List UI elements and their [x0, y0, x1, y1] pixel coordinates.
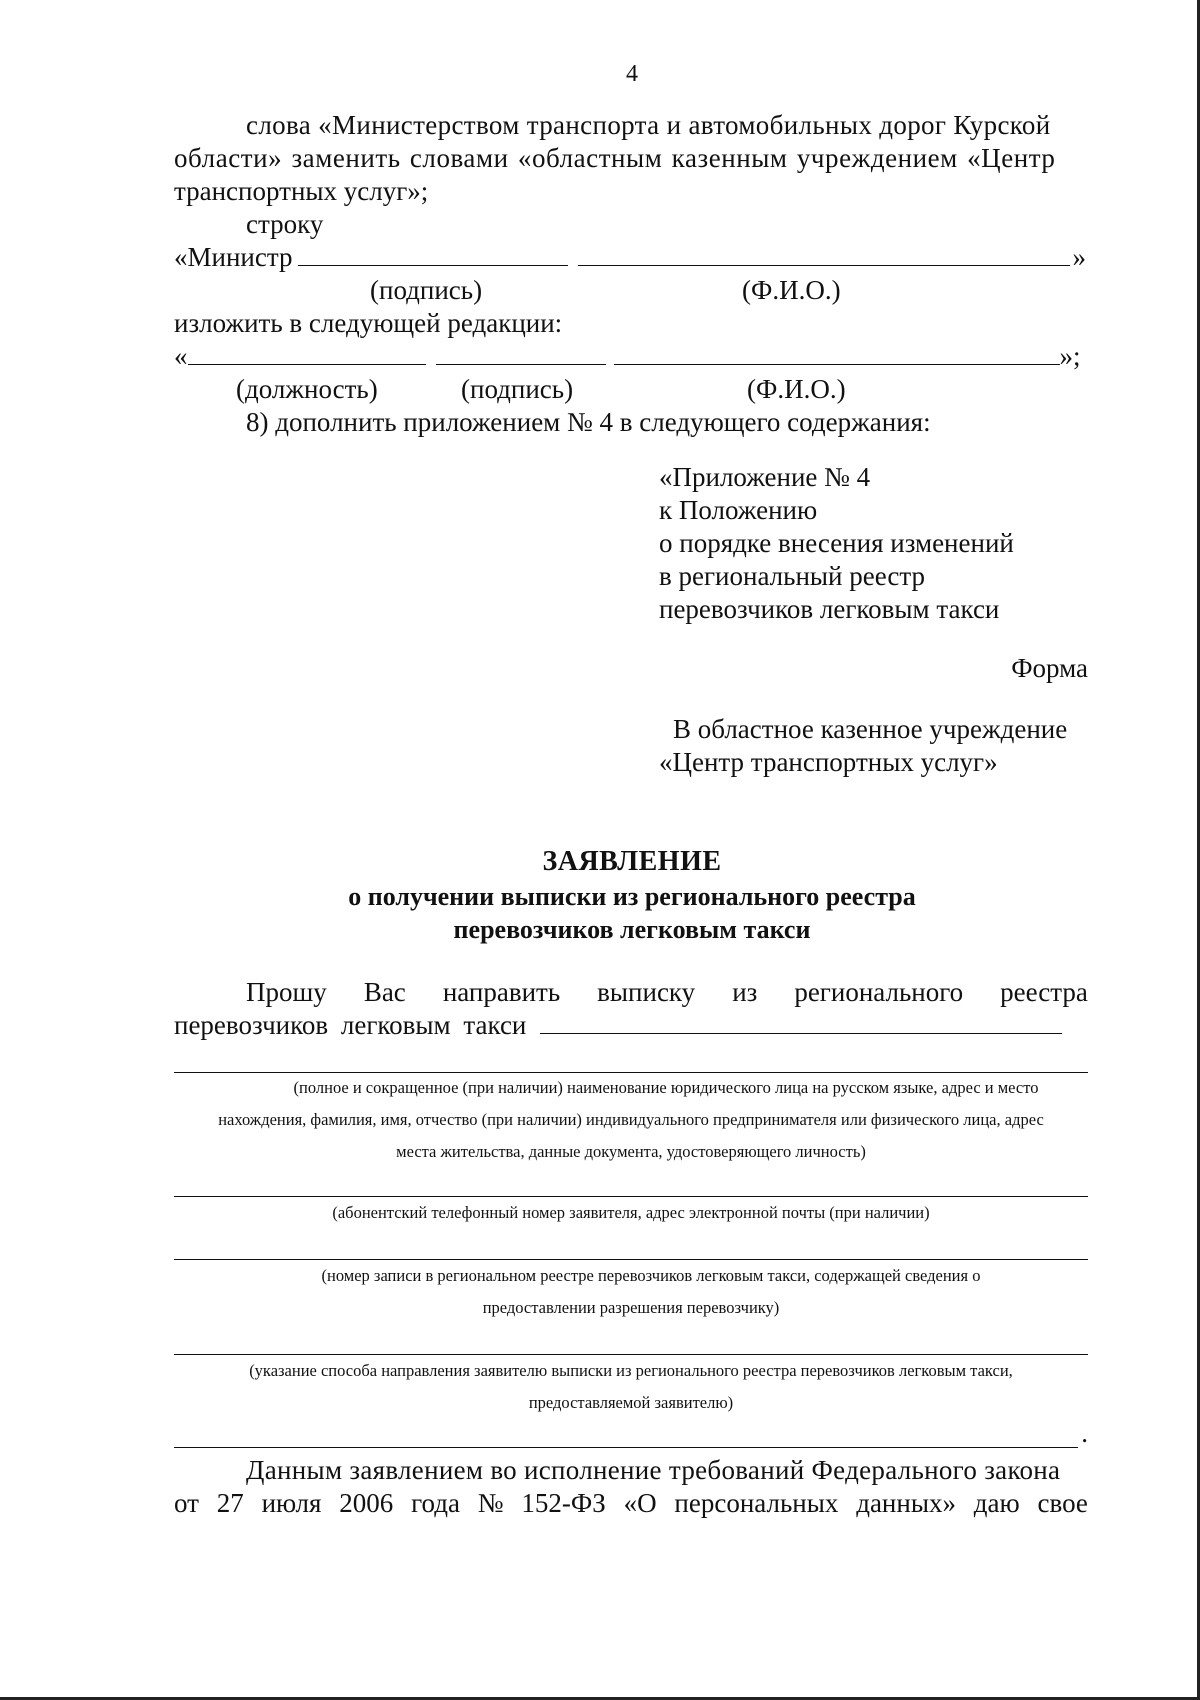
old-signature-captions	[174, 274, 1088, 307]
title-sub: о получении выписки из регионального реестра	[348, 882, 916, 911]
word: даю	[973, 1488, 1020, 1518]
word: 2006	[339, 1488, 394, 1518]
word: из	[732, 977, 758, 1007]
text-line-content: слова «Министерством транспорта и автомобильных дорог Курской	[246, 110, 1051, 140]
appendix-line: к Положению	[659, 495, 818, 525]
stroku-label: строку	[246, 209, 324, 239]
izlozhit-label: изложить в следующей редакции:	[174, 308, 563, 338]
word: направить	[442, 977, 561, 1007]
signature-blank	[298, 241, 568, 266]
application-title	[174, 844, 1088, 946]
text-line	[174, 976, 1088, 1009]
word: от	[174, 1488, 199, 1518]
text-line-content: области» заменить словами «областным казенным учреждением «Центр	[174, 143, 1056, 173]
word: свое	[1037, 1488, 1088, 1518]
position-blank	[188, 340, 426, 365]
old-signature-line	[174, 241, 1088, 274]
hint-line: (номер записи в региональном реестре перевозчиков легковым такси, содержащей сведения о	[321, 1266, 981, 1285]
appendix-line: о порядке внесения изменений	[659, 528, 1014, 558]
line-prefix: «	[174, 341, 188, 371]
caption-position: (должность)	[236, 374, 378, 404]
title-sub: перевозчиков легковым такси	[453, 915, 811, 944]
hint-line: предоставлении разрешения перевозчику)	[482, 1298, 780, 1317]
field-hint	[174, 1072, 1088, 1168]
addressee-line: В областное казенное учреждение	[673, 714, 1068, 744]
text-line	[174, 1487, 1088, 1520]
word: «О	[623, 1488, 657, 1518]
text-line	[174, 406, 1088, 439]
consent-line: Данным заявлением во исполнение требований Федерального закона	[246, 1455, 1061, 1485]
word: персональных	[674, 1488, 839, 1518]
field-hint	[174, 1355, 1088, 1419]
appendix-line: в региональный реестр	[659, 561, 926, 591]
text-line	[174, 307, 1088, 340]
word: июля	[261, 1488, 322, 1518]
request-continuation: перевозчиков легковым такси	[174, 1010, 527, 1040]
hint-line: нахождения, фамилия, имя, отчество (при наличии) индивидуального предпринимателя или физического лица, адрес	[218, 1110, 1044, 1129]
text-line	[174, 1009, 1088, 1042]
field-hint	[174, 1197, 1088, 1229]
final-field	[174, 1418, 1088, 1448]
line-suffix: »	[1072, 242, 1086, 272]
hint-line: места жительства, данные документа, удостоверяющего личность)	[396, 1142, 866, 1161]
word: выписку	[597, 977, 696, 1007]
word: Вас	[363, 977, 406, 1007]
caption-fio: (Ф.И.О.)	[742, 275, 841, 305]
word: регионального	[794, 977, 964, 1007]
new-signature-line	[174, 340, 1088, 373]
text-line	[174, 208, 1088, 241]
caption-signature: (подпись)	[370, 275, 483, 305]
appendix-header	[659, 461, 1088, 626]
word: данных»	[856, 1488, 956, 1518]
form-label: Форма	[1011, 653, 1088, 683]
field-hint	[174, 1260, 1088, 1324]
addressee-line: «Центр транспортных услуг»	[659, 747, 998, 777]
fio-blank	[578, 241, 1070, 266]
applicant-field	[174, 1050, 1088, 1168]
item-8: 8) дополнить приложением № 4 в следующего содержания:	[246, 407, 931, 437]
delivery-method-field	[174, 1332, 1088, 1419]
text-line	[174, 142, 1088, 175]
text-line	[174, 109, 1088, 142]
amendment-paragraph	[174, 109, 1088, 208]
registry-record-field	[174, 1237, 1088, 1324]
hint-line: (указание способа направления заявителю выписки из регионального реестра перевозчиков легковым такси,	[249, 1361, 1013, 1380]
hint-line: предоставляемой заявителю)	[528, 1393, 734, 1412]
word: реестра	[1000, 977, 1088, 1007]
new-signature-captions	[174, 373, 1088, 406]
word: №	[477, 1488, 504, 1518]
text-line	[174, 1454, 1088, 1487]
contact-field	[174, 1174, 1088, 1229]
title-main: ЗАЯВЛЕНИЕ	[542, 846, 722, 877]
final-dot: .	[1081, 1418, 1088, 1448]
word: 152-ФЗ	[521, 1488, 606, 1518]
word: 27	[216, 1488, 244, 1518]
page-number: 4	[626, 61, 638, 87]
hint-line: (полное и сокращенное (при наличии) наименование юридического лица на русском языке, адрес и место	[293, 1078, 1039, 1097]
fill-line[interactable]	[174, 1425, 1078, 1448]
signature-blank	[436, 340, 606, 365]
word: года	[411, 1488, 460, 1518]
caption-signature: (подпись)	[461, 374, 574, 404]
fill-line[interactable]	[174, 1237, 1088, 1260]
appendix-line: «Приложение № 4	[659, 462, 871, 492]
appendix-line: перевозчиков легковым такси	[659, 594, 1000, 624]
line-suffix: »;	[1059, 341, 1081, 371]
document-page	[174, 58, 1088, 1520]
text-line-content: транспортных услуг»;	[174, 176, 429, 206]
fill-line[interactable]	[174, 1174, 1088, 1197]
word: Прошу	[246, 977, 327, 1007]
fill-line[interactable]	[174, 1332, 1088, 1355]
caption-fio: (Ф.И.О.)	[747, 374, 846, 404]
consent-paragraph	[174, 1454, 1088, 1520]
applicant-blank[interactable]	[540, 1009, 1062, 1034]
minister-prefix: «Министр	[174, 242, 293, 272]
request-paragraph	[174, 976, 1088, 1042]
fio-blank	[614, 340, 1060, 365]
text-line	[174, 175, 1088, 208]
hint-line: (абонентский телефонный номер заявителя, адрес электронной почты (при наличии)	[332, 1203, 930, 1222]
addressee	[659, 713, 1088, 779]
fill-line[interactable]	[174, 1050, 1088, 1073]
